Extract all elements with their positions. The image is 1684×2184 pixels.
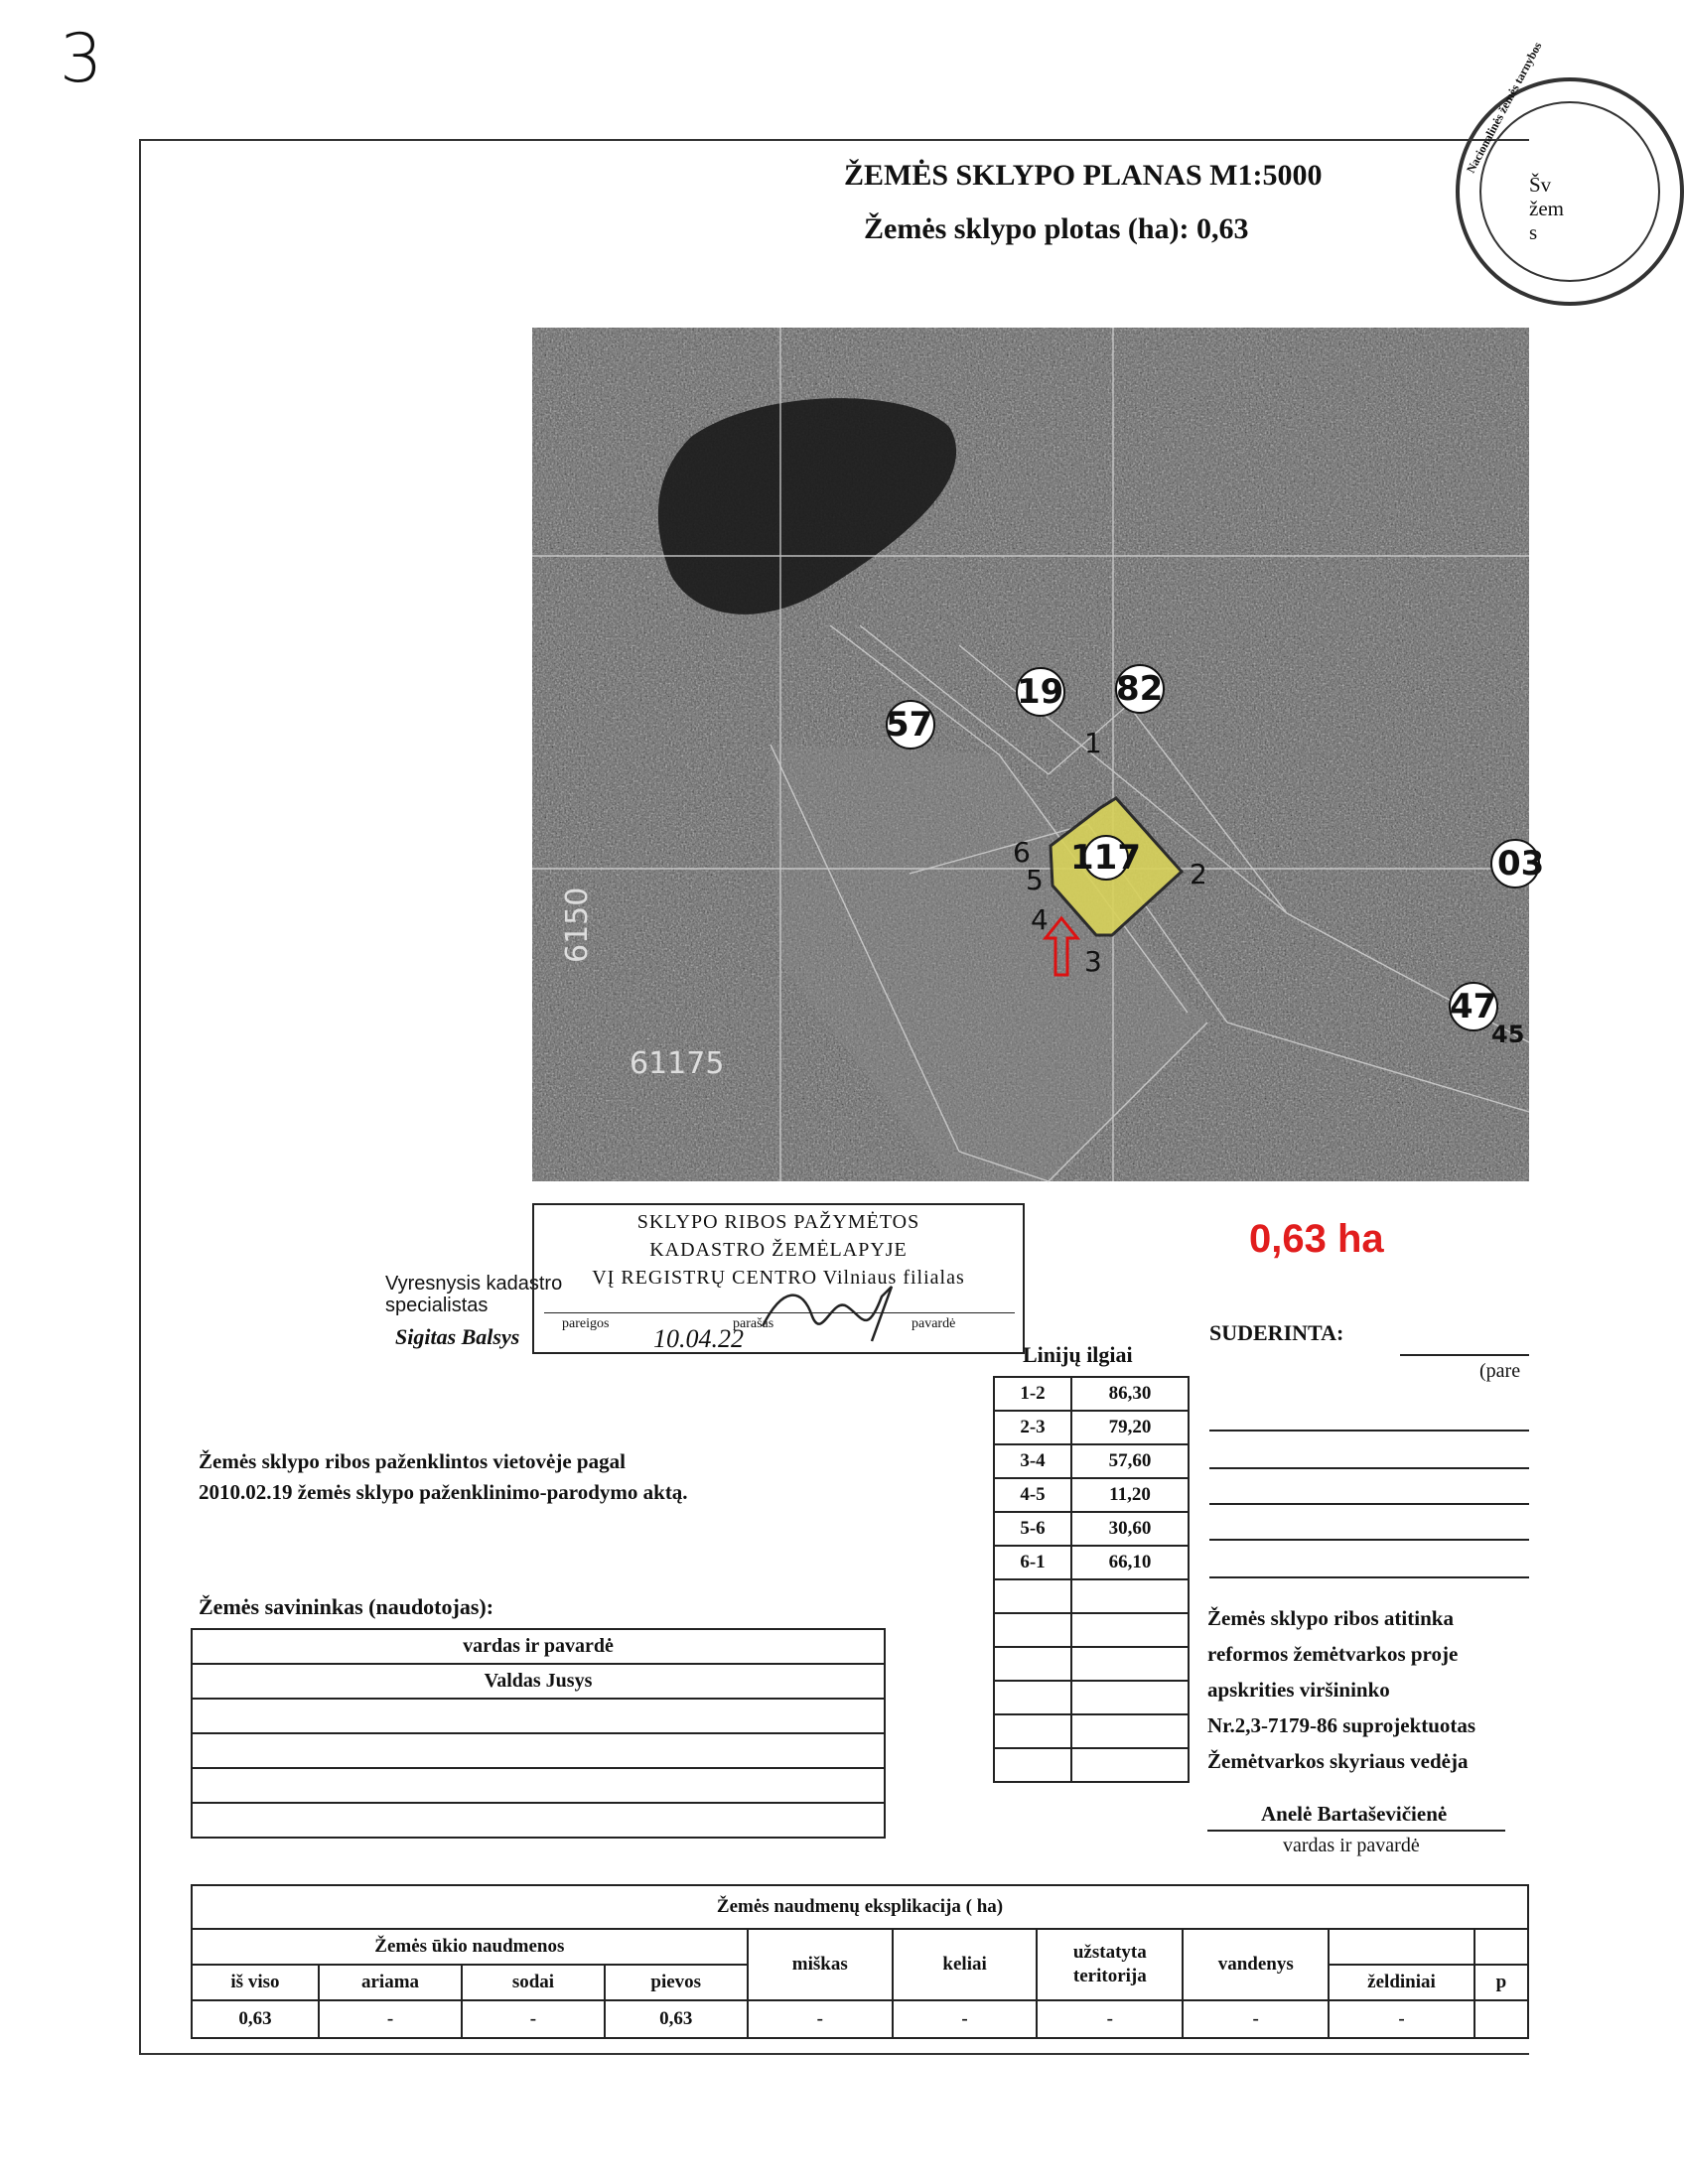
compliance-line: Nr.2,3-7179-86 suprojektuotas — [1207, 1713, 1476, 1737]
table-row — [994, 1546, 1189, 1579]
agreed-blank-line — [1209, 1430, 1529, 1432]
compliance-line: apskrities viršininko — [1207, 1678, 1390, 1702]
header-miskas: miškas — [748, 1929, 893, 2000]
stamp-line: VĮ REGISTRŲ CENTRO Vilniaus filialas — [592, 1267, 965, 1289]
agreed-blank-line — [1209, 1539, 1529, 1541]
line-segment: 1-2 — [994, 1377, 1071, 1411]
boundary-point: 6 — [1013, 836, 1031, 869]
seal-line: žem — [1529, 197, 1564, 220]
lines-table — [993, 1376, 1190, 1783]
header-last: p — [1474, 1965, 1528, 2000]
map-coordinate-label: 61175 — [630, 1046, 725, 1081]
seal-inner-ring — [1479, 101, 1660, 282]
header-blank — [1329, 1929, 1474, 1965]
table-row — [994, 1579, 1189, 1613]
header-blank — [1474, 1929, 1528, 1965]
agreed-blank-line — [1209, 1467, 1529, 1469]
plot-number: 47 — [1450, 987, 1497, 1026]
boundary-point: 4 — [1031, 903, 1049, 936]
owner-cell — [192, 1803, 885, 1838]
plan-title: ŽEMĖS SKLYPO PLANAS M1:5000 — [844, 159, 1323, 192]
plot-number: 03 — [1497, 844, 1545, 884]
value-cell: - — [1329, 2000, 1474, 2038]
plot-number: 57 — [886, 705, 933, 745]
line-length — [1071, 1647, 1189, 1681]
plot-area-line: Žemės sklypo plotas (ha): 0,63 — [864, 212, 1249, 245]
boundary-point: 2 — [1190, 858, 1207, 890]
stamp-date: 10.04.22 — [653, 1324, 744, 1353]
area-callout: 0,63 ha — [1249, 1217, 1384, 1261]
note-line: Žemės sklypo ribos paženklintos vietovėje pagal — [199, 1449, 626, 1473]
line-segment: 4-5 — [994, 1478, 1071, 1512]
line-segment — [994, 1647, 1071, 1681]
table-row — [192, 1733, 885, 1768]
explication-title: Žemės naudmenų eksplikacija ( ha) — [192, 1885, 1528, 1929]
plot-number: 82 — [1116, 669, 1164, 709]
lines-table-title: Linijų ilgiai — [1023, 1342, 1133, 1367]
table-row — [192, 1664, 885, 1699]
value-cell — [1474, 2000, 1528, 2038]
table-row — [994, 1377, 1189, 1411]
plot-number-highlighted: 117 — [1070, 838, 1141, 878]
seal-line: s — [1529, 220, 1538, 244]
owner-cell — [192, 1768, 885, 1803]
agreed-blank-line — [1209, 1503, 1529, 1505]
line-length: 30,60 — [1071, 1512, 1189, 1546]
line-length: 86,30 — [1071, 1377, 1189, 1411]
agreed-label: SUDERINTA: — [1209, 1320, 1344, 1345]
agreed-blank-line — [1209, 1576, 1529, 1578]
stamp-line: SKLYPO RIBOS PAŽYMĖTOS — [636, 1211, 920, 1233]
boundary-marking-note — [199, 1446, 688, 1508]
line-length — [1071, 1613, 1189, 1647]
table-row — [192, 1885, 1528, 1929]
value-cell: 0,63 — [192, 2000, 319, 2038]
line-segment — [994, 1613, 1071, 1647]
value-cell: - — [1037, 2000, 1183, 2038]
line-segment — [994, 1748, 1071, 1782]
note-line: 2010.02.19 žemės sklypo paženklinimo-parodymo aktą. — [199, 1480, 688, 1504]
line-length: 11,20 — [1071, 1478, 1189, 1512]
value-cell: 0,63 — [605, 2000, 748, 2038]
value-cell: - — [1183, 2000, 1329, 2038]
line-length — [1071, 1714, 1189, 1748]
office-seal — [1456, 39, 1684, 306]
department-head-name: Anelė Bartaševičienė — [1261, 1802, 1448, 1826]
table-row — [192, 2000, 1528, 2038]
line-length: 57,60 — [1071, 1444, 1189, 1478]
table-row — [994, 1444, 1189, 1478]
value-cell: - — [893, 2000, 1038, 2038]
boundary-point: 3 — [1084, 945, 1102, 978]
owner-cell: vardas ir pavardė — [192, 1629, 885, 1664]
line-segment — [994, 1714, 1071, 1748]
table-row — [994, 1714, 1189, 1748]
table-row — [994, 1478, 1189, 1512]
header-vandenys: vandenys — [1183, 1929, 1329, 2000]
header-is-viso: iš viso — [192, 1965, 319, 2000]
line-segment: 2-3 — [994, 1411, 1071, 1444]
land-use-explication-table — [191, 1884, 1529, 2039]
table-row — [994, 1647, 1189, 1681]
header-uzstatyta: užstatyta teritorija — [1037, 1929, 1183, 2000]
specialist-title-line: specialistas — [385, 1295, 489, 1316]
stamp-line: KADASTRO ŽEMĖLAPYJE — [649, 1239, 908, 1261]
specialist-title-line: Vyresnysis kadastro — [385, 1273, 563, 1295]
aerial-map — [532, 328, 1545, 1181]
department-head-line — [1207, 1830, 1505, 1832]
owner-table — [191, 1628, 886, 1839]
map-coordinate-label: 6150 — [560, 887, 595, 963]
header-keliai: keliai — [893, 1929, 1038, 2000]
line-length — [1071, 1748, 1189, 1782]
table-row — [192, 1768, 885, 1803]
compliance-statement — [1207, 1600, 1475, 1779]
header-ariama: ariama — [319, 1965, 462, 2000]
plot-number: 45 — [1491, 1021, 1525, 1048]
header-pievos: pievos — [605, 1965, 748, 2000]
seal-line: Šv — [1529, 173, 1552, 197]
plot-number: 19 — [1017, 672, 1064, 712]
line-length — [1071, 1579, 1189, 1613]
line-length: 79,20 — [1071, 1411, 1189, 1444]
line-segment — [994, 1579, 1071, 1613]
signature-icon — [753, 1277, 921, 1346]
table-row — [994, 1512, 1189, 1546]
table-row — [994, 1748, 1189, 1782]
seal-ring-text: Nacionalinės žemės tarnybos — [1464, 39, 1545, 176]
value-cell: - — [319, 2000, 462, 2038]
table-row — [192, 1929, 1528, 1965]
table-row — [994, 1411, 1189, 1444]
seal-inner-text — [1529, 173, 1564, 244]
department-head-caption: vardas ir pavardė — [1283, 1835, 1420, 1856]
header-zeldiniai: želdiniai — [1329, 1965, 1474, 2000]
table-row — [192, 1699, 885, 1733]
agricultural-group-header: Žemės ūkio naudmenos — [192, 1929, 748, 1965]
stamp-caption: parašas — [733, 1316, 774, 1331]
table-row — [192, 1629, 885, 1664]
value-cell: - — [748, 2000, 893, 2038]
header-sodai: sodai — [462, 1965, 605, 2000]
table-row — [994, 1681, 1189, 1714]
compliance-line: Žemėtvarkos skyriaus vedėja — [1207, 1749, 1469, 1773]
boundary-point: 5 — [1026, 864, 1044, 896]
owner-label: Žemės savininkas (naudotojas): — [199, 1594, 494, 1619]
line-segment — [994, 1681, 1071, 1714]
line-segment: 5-6 — [994, 1512, 1071, 1546]
owner-cell — [192, 1733, 885, 1768]
compliance-line: reformos žemėtvarkos proje — [1207, 1642, 1459, 1666]
specialist-name: Sigitas Balsys — [395, 1324, 520, 1349]
owner-cell: Valdas Jusys — [192, 1664, 885, 1699]
value-cell: - — [462, 2000, 605, 2038]
table-row — [192, 1803, 885, 1838]
stamp-caption: pavardė — [912, 1316, 956, 1331]
compliance-line: Žemės sklypo ribos atitinka — [1207, 1606, 1454, 1630]
line-segment: 3-4 — [994, 1444, 1071, 1478]
agreed-caption: (pare — [1479, 1360, 1521, 1382]
agreed-signature-line — [1400, 1354, 1529, 1356]
cadastre-stamp — [532, 1203, 1025, 1354]
line-segment: 6-1 — [994, 1546, 1071, 1579]
boundary-point: 1 — [1084, 727, 1102, 759]
table-row — [994, 1613, 1189, 1647]
owner-cell — [192, 1699, 885, 1733]
line-length — [1071, 1681, 1189, 1714]
page-number: 3 — [60, 20, 103, 98]
stamp-caption: pareigos — [562, 1316, 610, 1331]
line-length: 66,10 — [1071, 1546, 1189, 1579]
